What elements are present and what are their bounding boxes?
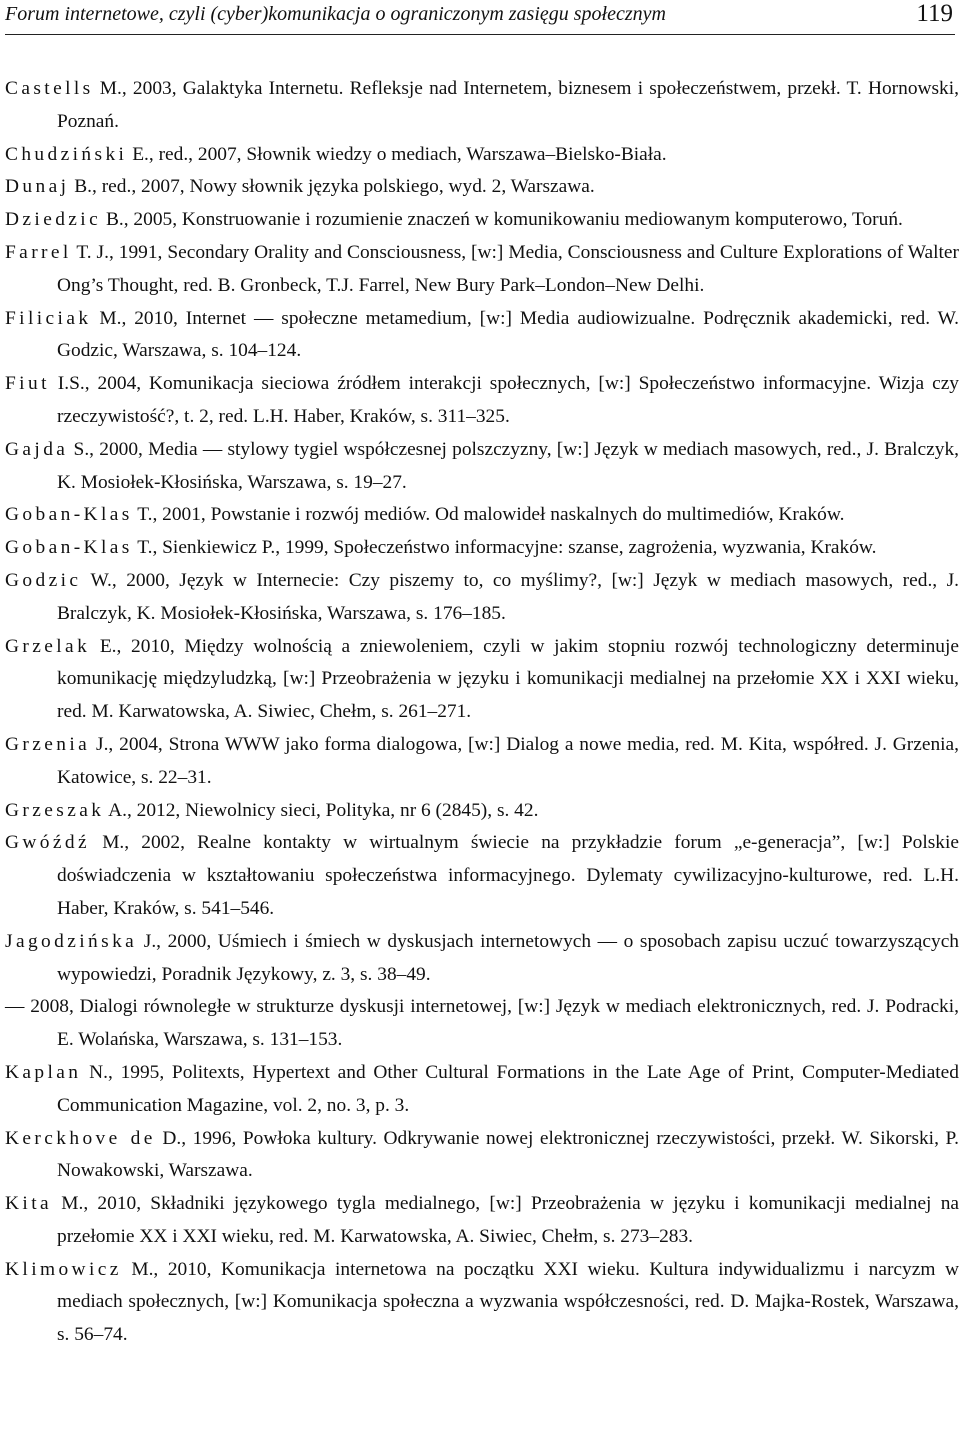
bibliography-entry <box>5 1254 959 1352</box>
bibliography-entry <box>5 1057 959 1123</box>
bibliography-entry <box>5 565 959 631</box>
entry-text: D., 1996, Powłoka kultury. Odkrywanie nowej elektronicznej rzeczywistości, przekł. W. Sikorski, P. Nowakowski, Warszawa. <box>57 1127 959 1182</box>
entry-author: Grzeszak <box>5 799 105 821</box>
entry-text: M., 2002, Realne kontakty w wirtualnym świecie na przykładzie forum „e-generacja”, [w:] Polskie doświadczenia w kształtowaniu społeczeństwa informacyjnego. Dylematy cywilizacyjno-kulturowe, red. L.H. Haber, Kraków, s. 541–546. <box>57 832 959 919</box>
entry-text: I.S., 2004, Komunikacja sieciowa źródłem interakcji społecznych, [w:] Społeczeństwo informacyjne. Wizja czy rzeczywistość?, t. 2, red. L.H. Haber, Kraków, s. 311–325. <box>49 373 959 427</box>
entry-text: M., 2010, Internet — społeczne metamedium, [w:] Media audiowizualne. Podręcznik akademicki, red. W. Godzic, Warszawa, s. 104–124. <box>57 307 959 362</box>
entry-author: Jagodzińska <box>5 930 138 952</box>
entry-text: T., Sienkiewicz P., 1999, Społeczeństwo informacyjne: szanse, zagrożenia, wyzwania, Kraków. <box>132 537 877 559</box>
entry-author: Grzelak <box>5 635 91 657</box>
entry-author: Dziedzic <box>5 209 102 231</box>
entry-text: M., 2010, Komunikacja internetowa na początku XXI wieku. Kultura indywidualizmu i narcyzm w mediach społecznych, [w:] Komunikacja społeczna a wyzwania współczesności, red. D. Majka-Rostek, Warszawa, s. 56–74. <box>57 1258 959 1346</box>
entry-text: B., red., 2007, Nowy słownik języka polskiego, wyd. 2, Warszawa. <box>69 176 595 198</box>
bibliography-entry <box>5 171 959 204</box>
entry-author: Goban-Klas <box>5 537 133 559</box>
entry-text: W., 2000, Język w Internecie: Czy piszemy to, co myślimy?, [w:] Język w mediach masowych, red., J. Bralczyk, K. Mosiołek-Kłosińska, Warszawa, s. 176–185. <box>57 569 959 624</box>
entry-author: Chudziński <box>5 143 128 165</box>
bibliography-entry <box>5 139 959 172</box>
entry-author: Grzenia <box>5 733 91 755</box>
bibliography-entry <box>5 729 959 795</box>
entry-author: Filiciak <box>5 307 92 329</box>
bibliography-entry <box>5 991 959 1057</box>
bibliography-entry <box>5 926 959 992</box>
page-number: 119 <box>916 0 953 27</box>
bibliography-entry <box>5 499 959 532</box>
entry-author: Klimowicz <box>5 1258 122 1280</box>
bibliography-entry <box>5 368 959 434</box>
bibliography-entry <box>5 795 959 828</box>
entry-author: Godzic <box>5 569 82 591</box>
entry-text: T., 2001, Powstanie i rozwój mediów. Od malowideł naskalnych do multimediów, Kraków. <box>132 504 845 526</box>
entry-author: Dunaj <box>5 176 70 198</box>
entry-text: — 2008, Dialogi równoległe w strukturze dyskusji internetowej, [w:] Język w mediach elektronicznych, red. J. Podracki, E. Wolańska, Warszawa, s. 131–153. <box>5 996 959 1051</box>
running-title: Forum internetowe, czyli (cyber)komunikacja o ograniczonym zasięgu społecznym <box>5 3 666 25</box>
entry-text: M., 2003, Galaktyka Internetu. Refleksje nad Internetem, biznesem i społeczeństwem, przekł. T. Hornowski, Poznań. <box>57 78 959 132</box>
entry-text: M., 2010, Składniki językowego tygla medialnego, [w:] Przeobrażenia w języku i komunikacji medialnej na przełomie XX i XXI wieku, red. M. Karwatowska, A. Siwiec, Chełm, s. 273–283. <box>52 1193 959 1247</box>
bibliography-entry <box>5 631 959 729</box>
entry-text: E., red., 2007, Słownik wiedzy o mediach, Warszawa–Bielsko-Biała. <box>127 143 667 165</box>
entry-author: Fiut <box>5 373 50 395</box>
running-header <box>5 1 955 27</box>
entry-author: Farrel <box>5 241 72 263</box>
entry-text: A., 2012, Niewolnicy sieci, Polityka, nr 6 (2845), s. 42. <box>104 799 539 821</box>
bibliography-entry <box>5 827 959 925</box>
entry-text: T. J., 1991, Secondary Orality and Consciousness, [w:] Media, Consciousness and Culture Explorations of Walter Ong’s Thought, red. B. Gronbeck, T.J. Farrel, New Bury Park–London–New Delhi. <box>57 241 959 296</box>
bibliography-entry <box>5 532 959 565</box>
bibliography-entry <box>5 237 959 303</box>
bibliography-entry <box>5 1123 959 1189</box>
bibliography-entry <box>5 434 959 500</box>
entry-text: J., 2000, Uśmiech i śmiech w dyskusjach internetowych — o sposobach zapisu uczuć towarzyszących wypowiedzi, Poradnik Językowy, z. 3, s. 38–49. <box>57 930 959 985</box>
entry-text: S., 2000, Media — stylowy tygiel współczesnej polszczyzny, [w:] Język w mediach masowych, red., J. Bralczyk, K. Mosiołek-Kłosińska, Warszawa, s. 19–27. <box>57 438 959 493</box>
entry-text: J., 2004, Strona WWW jako forma dialogowa, [w:] Dialog a nowe media, red. M. Kita, współred. J. Grzenia, Katowice, s. 22–31. <box>57 733 959 788</box>
entry-author: Castells <box>5 78 94 99</box>
entry-author: Goban-Klas <box>5 504 133 526</box>
bibliography-entry <box>5 1188 959 1254</box>
header-rule <box>5 34 955 35</box>
entry-author: Gajda <box>5 438 69 460</box>
bibliography-entry <box>5 204 959 237</box>
entry-author: Kerckhove de <box>5 1127 156 1149</box>
entry-text: B., 2005, Konstruowanie i rozumienie znaczeń w komunikowaniu mediowanym komputerowo, Toruń. <box>101 209 903 231</box>
bibliography-entry <box>5 303 959 369</box>
entry-text: N., 1995, Politexts, Hypertext and Other Cultural Formations in the Late Age of Print, Computer-Mediated Communication Magazine, vol. 2, no. 3, p. 3. <box>57 1061 959 1116</box>
entry-author: Kita <box>5 1193 52 1215</box>
entry-author: Gwóźdź <box>5 832 91 854</box>
bibliography <box>5 73 959 1352</box>
entry-author: Kaplan <box>5 1061 82 1083</box>
entry-text: E., 2010, Między wolnością a zniewoleniem, czyli w jakim stopniu rozwój technologiczny determinuje komunikację międzyludzką, [w:] Przeobrażenia w języku i komunikacji medialnej na przełomie XX i XXI wieku, red. M. Karwatowska, A. Siwiec, Chełm, s. 261–271. <box>57 635 959 723</box>
bibliography-entry <box>5 73 959 139</box>
